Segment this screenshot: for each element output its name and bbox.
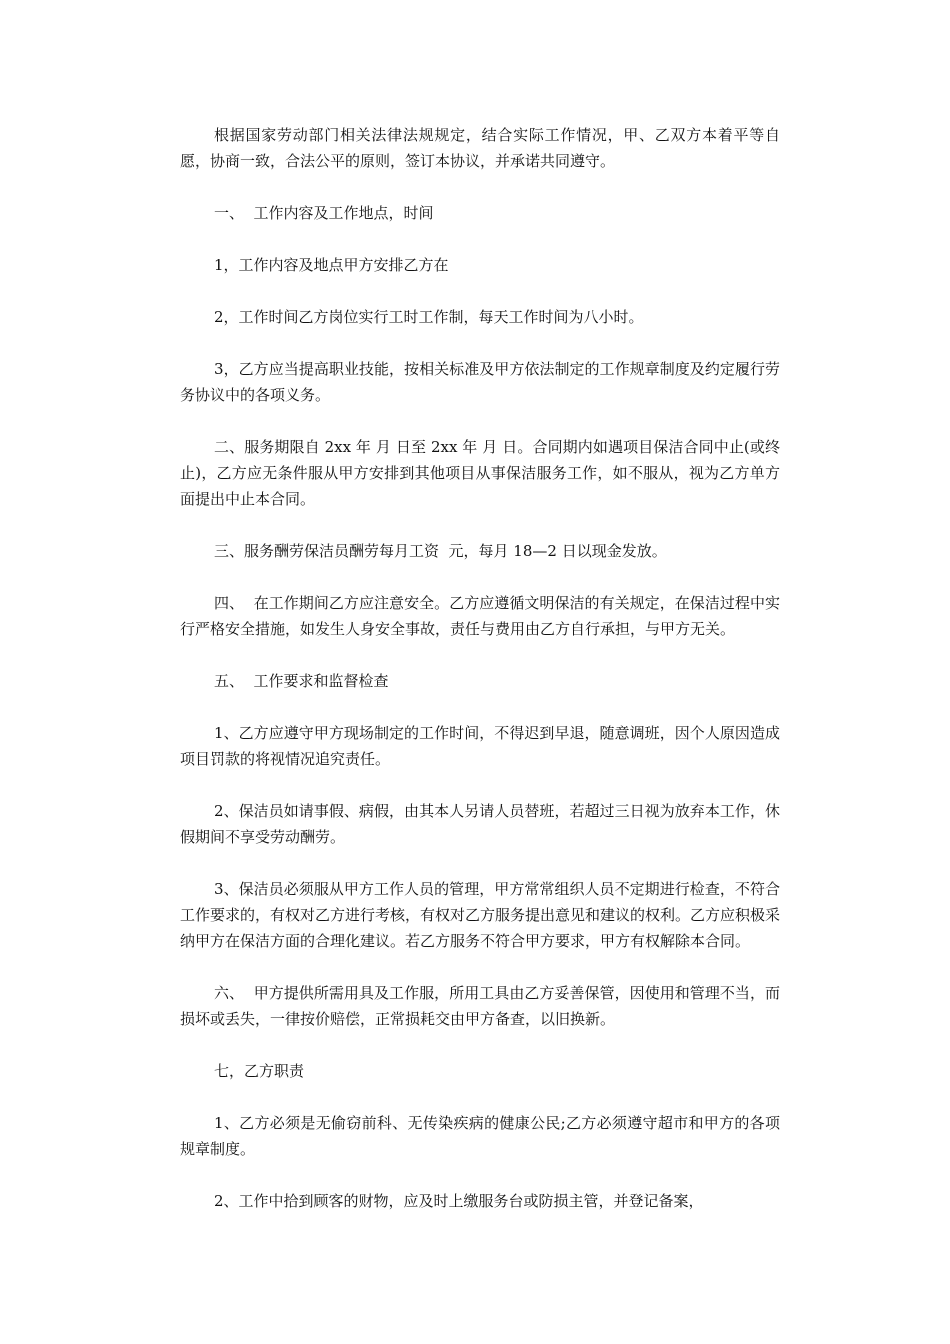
section-7-item-1: 1、乙方必须是无偷窃前科、无传染疾病的健康公民;乙方必须遵守超市和甲方的各项规章制度。 [180, 1114, 780, 1158]
section-6-paragraph: 六、 甲方提供所需用具及工作服，所用工具由乙方妥善保管，因使用和管理不当，而损坏或丢失，一律按价赔偿，正常损耗交由甲方备查，以旧换新。 [180, 984, 780, 1028]
section-5-item-3: 3、保洁员必须服从甲方工作人员的管理，甲方常常组织人员不定期进行检查，不符合工作要求的，有权对乙方进行考核，有权对乙方服务提出意见和建议的权利。乙方应积极采纳甲方在保洁方面的合理化建议。若乙方服务不符合甲方要求，甲方有权解除本合同。 [180, 880, 781, 950]
document-body [180, 122, 780, 1240]
section-7-heading: 七，乙方职责 [214, 1062, 305, 1080]
section-7-item-2: 2、工作中拾到顾客的财物，应及时上缴服务台或防损主管，并登记备案， [214, 1192, 704, 1210]
section-2-paragraph: 二、服务期限自 2xx 年 月 日至 2xx 年 月 日。合同期内如遇项目保洁合同中止(或终止)，乙方应无条件服从甲方安排到其他项目从事保洁服务工作，如不服从，视为乙方单方面提出中止本合同。 [180, 438, 780, 508]
section-5-heading: 五、 工作要求和监督检查 [214, 672, 389, 690]
section-1-item-2: 2，工作时间乙方岗位实行工时工作制，每天工作时间为八小时。 [214, 308, 644, 326]
preamble-paragraph: 根据国家劳动部门相关法律法规规定，结合实际工作情况，甲、乙双方本着平等自愿，协商一致，合法公平的原则，签订本协议，并承诺共同遵守。 [180, 126, 780, 170]
section-1-item-1: 1，工作内容及地点甲方安排乙方在 [214, 256, 449, 274]
section-3-paragraph: 三、服务酬劳保洁员酬劳每月工资 元，每月 18—2 日以现金发放。 [214, 542, 667, 560]
section-1-item-3: 3，乙方应当提高职业技能，按相关标准及甲方依法制定的工作规章制度及约定履行劳务协议中的各项义务。 [180, 360, 780, 404]
section-5-item-2: 2、保洁员如请事假、病假，由其本人另请人员替班，若超过三日视为放弃本工作，休假期间不享受劳动酬劳。 [180, 802, 780, 846]
section-1-heading: 一、 工作内容及工作地点，时间 [214, 204, 434, 222]
section-5-item-1: 1、乙方应遵守甲方现场制定的工作时间，不得迟到早退，随意调班，因个人原因造成项目罚款的将视情况追究责任。 [180, 724, 780, 768]
section-4-paragraph: 四、 在工作期间乙方应注意安全。乙方应遵循文明保洁的有关规定，在保洁过程中实行严格安全措施，如发生人身安全事故，责任与费用由乙方自行承担，与甲方无关。 [180, 594, 780, 638]
